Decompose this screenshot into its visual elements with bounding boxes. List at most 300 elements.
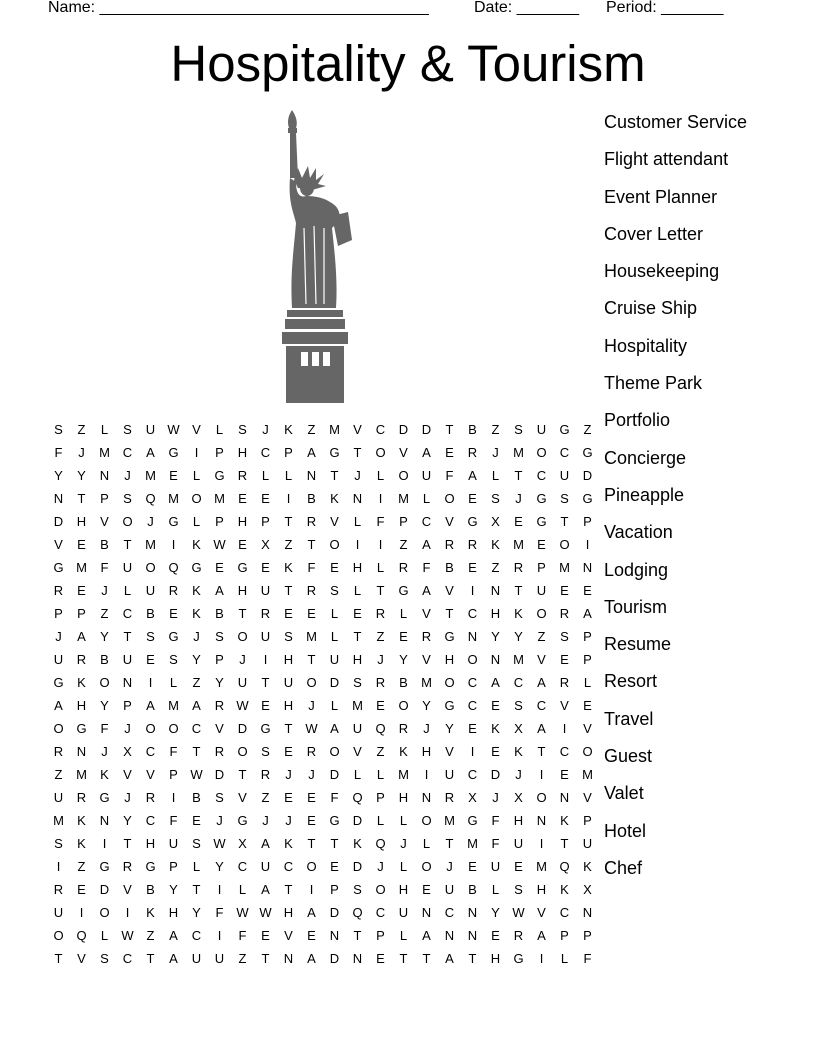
grid-letter: O [53,721,64,736]
grid-letter: V [537,905,546,920]
grid-letter: E [422,882,431,897]
grid-row [47,950,607,968]
grid-letter: R [214,744,225,759]
date-field-label: Date: _______ [474,0,579,16]
word-list-item: Resort [604,671,658,692]
grid-letter: Q [145,491,156,506]
grid-letter: M [306,629,317,644]
grid-letter: V [583,721,592,736]
grid-row [47,536,607,554]
grid-letter: T [123,629,132,644]
grid-letter: V [330,514,339,529]
grid-letter: K [491,721,500,736]
grid-letter: J [515,767,522,782]
grid-letter: C [237,859,248,874]
grid-letter: U [421,468,432,483]
grid-letter: R [76,652,87,667]
grid-letter: V [77,951,86,966]
grid-letter: O [467,652,478,667]
grid-letter: R [559,606,570,621]
grid-letter: K [146,905,155,920]
grid-letter: T [330,468,339,483]
grid-letter: T [399,951,408,966]
grid-letter: M [582,767,593,782]
grid-letter: G [582,445,593,460]
grid-letter: J [492,790,499,805]
grid-letter: B [146,606,155,621]
grid-letter: H [76,514,87,529]
grid-letter: O [536,790,547,805]
grid-letter: O [582,744,593,759]
grid-letter: Q [375,836,386,851]
grid-row [47,513,607,531]
grid-letter: T [284,721,293,736]
grid-row [47,720,607,738]
grid-letter: K [77,836,86,851]
grid-letter: Z [399,537,408,552]
grid-letter: D [99,882,110,897]
name-field-label: Name: _____________________________________ [48,0,429,16]
grid-letter: L [399,813,408,828]
grid-letter: V [284,928,293,943]
grid-letter: S [353,882,362,897]
grid-letter: H [490,951,501,966]
grid-letter: I [378,537,383,552]
grid-letter: Y [123,813,132,828]
grid-letter: A [422,583,431,598]
grid-letter: G [444,698,455,713]
grid-letter: A [468,468,477,483]
grid-letter: I [470,744,475,759]
grid-letter: M [329,422,340,437]
word-list-item: Pineapple [604,484,685,505]
grid-letter: M [513,652,524,667]
grid-letter: G [260,721,271,736]
grid-letter: E [468,859,477,874]
grid-letter: K [583,859,592,874]
grid-row [47,881,607,899]
grid-letter: S [353,675,362,690]
grid-letter: L [192,514,201,529]
grid-letter: G [168,445,179,460]
page-title: Hospitality & Tourism [170,35,646,92]
grid-letter: Q [375,721,386,736]
grid-letter: L [123,583,132,598]
grid-letter: G [536,491,547,506]
grid-letter: L [399,859,408,874]
grid-letter: Z [54,767,63,782]
grid-letter: O [99,905,110,920]
grid-letter: M [76,560,87,575]
grid-letter: H [513,813,524,828]
grid-letter: I [102,836,107,851]
grid-letter: C [283,859,294,874]
grid-letter: A [491,675,500,690]
grid-letter: R [306,583,317,598]
grid-letter: J [193,629,200,644]
grid-letter: A [169,951,178,966]
grid-letter: D [329,675,340,690]
grid-letter: E [399,629,408,644]
grid-letter: P [583,813,592,828]
grid-letter: E [284,606,293,621]
grid-letter: A [307,905,316,920]
grid-letter: W [213,537,226,552]
grid-letter: A [583,606,592,621]
grid-letter: B [192,790,201,805]
grid-letter: L [261,468,270,483]
grid-letter: D [329,767,340,782]
grid-letter: H [421,744,432,759]
grid-letter: Z [77,422,86,437]
grid-letter: V [445,744,454,759]
grid-letter: K [560,882,569,897]
grid-letter: Y [445,721,454,736]
grid-row [47,766,607,784]
grid-letter: U [283,675,294,690]
grid-letter: O [536,606,547,621]
grid-letter: T [422,951,431,966]
grid-letter: C [375,905,386,920]
grid-letter: N [99,468,110,483]
grid-letter: O [559,537,570,552]
grid-letter: F [100,721,109,736]
grid-letter: G [99,790,110,805]
grid-row [47,444,607,462]
grid-letter: J [216,813,223,828]
grid-letter: I [539,767,544,782]
grid-letter: Z [192,675,201,690]
grid-letter: V [215,721,224,736]
grid-letter: E [445,445,454,460]
grid-letter: O [329,744,340,759]
grid-letter: N [467,905,478,920]
grid-letter: T [353,928,362,943]
grid-letter: E [307,790,316,805]
grid-letter: P [54,606,63,621]
grid-letter: O [421,813,432,828]
grid-letter: E [307,928,316,943]
grid-letter: H [536,882,547,897]
grid-letter: X [514,721,523,736]
grid-letter: K [192,606,201,621]
grid-letter: T [54,951,63,966]
grid-letter: H [398,882,409,897]
grid-letter: X [491,514,500,529]
grid-letter: R [168,583,179,598]
grid-letter: E [261,560,270,575]
grid-letter: A [537,928,546,943]
grid-letter: L [215,422,224,437]
grid-letter: Y [514,629,523,644]
grid-letter: P [123,698,132,713]
grid-letter: U [260,583,271,598]
grid-letter: V [422,652,431,667]
grid-letter: E [261,928,270,943]
grid-letter: M [214,491,225,506]
grid-letter: S [215,790,224,805]
grid-letter: K [77,675,86,690]
grid-letter: R [306,744,317,759]
grid-letter: E [77,882,86,897]
grid-letter: L [583,675,592,690]
grid-letter: W [236,698,249,713]
grid-letter: R [375,606,386,621]
grid-letter: S [238,422,247,437]
grid-letter: G [191,560,202,575]
grid-letter: A [261,882,270,897]
grid-letter: U [536,422,547,437]
grid-letter: A [54,698,63,713]
grid-letter: R [513,560,524,575]
grid-letter: K [491,537,500,552]
grid-letter: C [467,698,478,713]
grid-letter: V [399,445,408,460]
grid-letter: M [352,698,363,713]
grid-letter: R [306,514,317,529]
grid-letter: U [191,951,202,966]
word-list [604,112,804,895]
worksheet-header [0,0,816,20]
grid-letter: C [145,744,156,759]
grid-letter: Y [215,859,224,874]
grid-letter: Y [491,905,500,920]
grid-letter: Z [100,606,109,621]
grid-letter: P [376,928,385,943]
grid-letter: E [560,583,569,598]
grid-letter: T [353,445,362,460]
grid-letter: T [376,583,385,598]
grid-letter: P [376,790,385,805]
grid-letter: D [329,951,340,966]
grid-letter: U [237,675,248,690]
grid-letter: E [537,537,546,552]
grid-letter: A [307,951,316,966]
grid-letter: T [514,583,523,598]
grid-letter: R [444,537,455,552]
grid-letter: R [444,790,455,805]
grid-letter: H [76,698,87,713]
grid-letter: A [77,629,86,644]
grid-letter: O [375,445,386,460]
grid-letter: T [123,537,132,552]
grid-letter: M [76,767,87,782]
grid-letter: U [582,836,593,851]
grid-letter: E [468,721,477,736]
grid-letter: L [238,882,247,897]
grid-letter: Z [284,537,293,552]
grid-letter: R [467,537,478,552]
grid-letter: U [145,583,156,598]
grid-letter: R [513,928,524,943]
grid-letter: A [307,445,316,460]
grid-letter: I [539,836,544,851]
grid-row [47,582,607,600]
grid-letter: H [283,905,294,920]
grid-letter: E [491,928,500,943]
grid-letter: U [214,951,225,966]
grid-letter: V [123,767,132,782]
grid-letter: O [444,675,455,690]
grid-letter: F [238,928,247,943]
grid-letter: O [168,721,179,736]
grid-letter: W [167,422,180,437]
grid-letter: V [445,514,454,529]
grid-letter: D [582,468,593,483]
grid-letter: I [217,928,222,943]
grid-letter: E [468,491,477,506]
grid-letter: I [286,491,291,506]
grid-letter: Z [491,560,500,575]
grid-letter: J [377,652,384,667]
grid-letter: F [422,560,431,575]
grid-letter: G [145,859,156,874]
grid-letter: Y [54,468,63,483]
grid-letter: A [537,721,546,736]
grid-letter: L [192,468,201,483]
grid-letter: J [423,721,430,736]
grid-letter: M [53,813,64,828]
grid-letter: O [421,859,432,874]
grid-letter: P [169,859,178,874]
grid-letter: S [215,629,224,644]
grid-letter: K [399,744,408,759]
grid-letter: I [309,882,314,897]
grid-letter: A [422,928,431,943]
grid-row [47,835,607,853]
grid-letter: W [236,905,249,920]
word-list-item: Hospitality [604,335,688,356]
grid-letter: N [467,928,478,943]
grid-letter: J [285,767,292,782]
grid-letter: G [53,560,64,575]
word-list-item: Customer Service [604,112,748,132]
grid-letter: K [514,606,523,621]
grid-letter: G [329,445,340,460]
grid-letter: O [329,537,340,552]
grid-letter: Z [307,422,316,437]
grid-letter: J [262,813,269,828]
grid-letter: G [53,675,64,690]
grid-letter: T [514,468,523,483]
word-list-item: Theme Park [604,373,703,394]
grid-letter: D [421,422,432,437]
grid-letter: I [355,537,360,552]
grid-letter: Q [352,905,363,920]
grid-letter: R [53,583,64,598]
grid-letter: L [376,468,385,483]
grid-letter: P [215,514,224,529]
grid-letter: P [261,514,270,529]
grid-letter: S [261,744,270,759]
grid-letter: N [582,560,593,575]
grid-letter: K [192,537,201,552]
grid-letter: E [468,560,477,575]
grid-letter: N [352,951,363,966]
grid-letter: L [560,951,569,966]
grid-letter: P [215,445,224,460]
grid-letter: T [307,537,316,552]
grid-letter: L [353,583,362,598]
grid-letter: F [100,560,109,575]
grid-letter: J [101,744,108,759]
grid-letter: R [375,675,386,690]
grid-letter: I [171,790,176,805]
grid-letter: O [536,445,547,460]
grid-letter: T [261,675,270,690]
grid-letter: L [399,928,408,943]
grid-letter: O [237,744,248,759]
grid-letter: J [285,813,292,828]
grid-letter: E [583,698,592,713]
grid-letter: N [99,813,110,828]
grid-letter: J [55,629,62,644]
grid-letter: W [190,767,203,782]
grid-letter: I [148,675,153,690]
grid-letter: T [560,836,569,851]
grid-letter: N [467,629,478,644]
grid-letter: R [421,629,432,644]
grid-letter: E [77,537,86,552]
grid-letter: L [330,629,339,644]
grid-letter: H [490,606,501,621]
grid-letter: A [537,675,546,690]
grid-row [47,697,607,715]
grid-letter: G [237,813,248,828]
grid-letter: B [468,882,477,897]
grid-letter: J [515,491,522,506]
grid-letter: T [537,744,546,759]
grid-letter: Y [192,652,201,667]
word-list-item: Cruise Ship [604,298,698,319]
grid-letter: A [422,537,431,552]
grid-letter: Y [491,629,500,644]
grid-letter: F [54,445,63,460]
grid-letter: P [77,606,86,621]
grid-letter: J [101,583,108,598]
grid-letter: T [284,514,293,529]
grid-letter: T [261,951,270,966]
grid-letter: Y [100,629,109,644]
grid-letter: T [307,836,316,851]
grid-letter: U [260,859,271,874]
grid-letter: I [470,583,475,598]
word-list-item: Cover Letter [604,223,704,244]
grid-letter: L [422,491,431,506]
grid-letter: I [194,445,199,460]
grid-letter: I [378,491,383,506]
grid-letter: F [583,951,592,966]
grid-letter: M [168,698,179,713]
grid-letter: T [353,629,362,644]
word-list-item: Valet [604,783,644,804]
grid-letter: P [330,882,339,897]
grid-letter: B [445,560,454,575]
grid-letter: P [399,514,408,529]
grid-letter: S [123,491,132,506]
grid-letter: L [330,698,339,713]
grid-letter: I [79,905,84,920]
grid-letter: S [560,491,569,506]
grid-letter: E [353,606,362,621]
grid-letter: S [514,698,523,713]
grid-letter: U [145,422,156,437]
grid-letter: G [329,813,340,828]
grid-letter: W [512,905,525,920]
grid-letter: T [445,836,454,851]
grid-letter: N [559,790,570,805]
grid-letter: L [100,422,109,437]
